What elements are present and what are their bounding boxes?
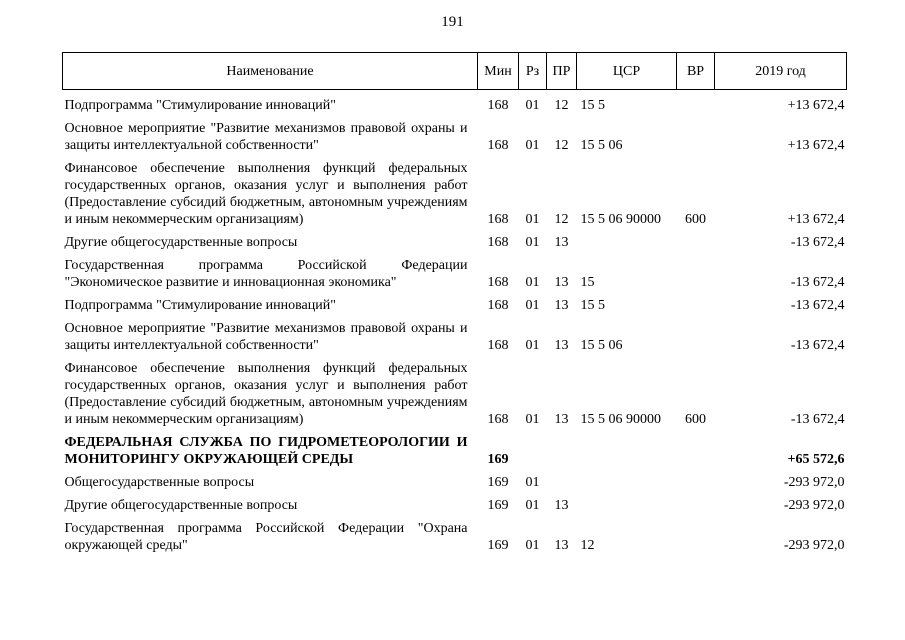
- table-body: [63, 90, 847, 558]
- budget-table: [62, 52, 847, 557]
- row-rz: 01: [525, 412, 540, 427]
- row-csr: 15 5 06: [580, 138, 623, 153]
- table-row: [63, 431, 847, 471]
- row-name: Другие общегосударственные вопросы: [64, 498, 298, 513]
- row-rz: 01: [525, 475, 540, 490]
- row-csr: 15 5 06 90000: [580, 212, 661, 227]
- row-rz: 01: [525, 298, 540, 313]
- row-vr: [677, 117, 715, 157]
- row-csr: 15 5: [580, 298, 605, 313]
- row-pr: 13: [554, 498, 569, 513]
- row-amount: -13 672,4: [790, 338, 845, 353]
- row-pr: 13: [554, 338, 569, 353]
- row-min: 168: [487, 212, 509, 227]
- row-min: 168: [487, 338, 509, 353]
- row-vr: [677, 431, 715, 471]
- row-pr: 13: [554, 235, 569, 250]
- row-rz: 01: [525, 235, 540, 250]
- row-csr: 15: [580, 275, 595, 290]
- row-name: ФЕДЕРАЛЬНАЯ СЛУЖБА ПО ГИДРОМЕТЕОРОЛОГИИ И МОНИТОРИНГУ ОКРУЖАЮЩЕЙ СРЕДЫ: [64, 435, 468, 467]
- row-name: Общегосударственные вопросы: [64, 475, 255, 490]
- header-vr: ВР: [677, 53, 715, 90]
- row-pr: 13: [554, 412, 569, 427]
- row-rz: 01: [525, 498, 540, 513]
- row-vr: 600: [685, 412, 706, 427]
- header-pr: ПР: [547, 53, 577, 90]
- row-amount: +65 572,6: [787, 452, 845, 467]
- table-header: [63, 53, 847, 90]
- row-vr: [677, 254, 715, 294]
- row-min: 168: [487, 412, 509, 427]
- row-pr: 13: [554, 298, 569, 313]
- row-rz: 01: [525, 538, 540, 553]
- table-row: [63, 317, 847, 357]
- row-csr: 15 5 06 90000: [580, 412, 661, 427]
- table-row: [63, 157, 847, 231]
- header-csr: ЦСР: [577, 53, 677, 90]
- row-amount: -13 672,4: [790, 412, 845, 427]
- row-pr: 12: [554, 138, 569, 153]
- row-csr: 12: [580, 538, 595, 553]
- row-name: Подпрограмма "Стимулирование инноваций": [64, 98, 336, 113]
- table-row: [63, 294, 847, 317]
- row-csr: [577, 471, 677, 494]
- row-rz: [519, 431, 547, 471]
- row-csr: [577, 231, 677, 254]
- row-pr: 13: [554, 275, 569, 290]
- table-row: [63, 494, 847, 517]
- row-pr: 13: [554, 538, 569, 553]
- row-vr: [677, 471, 715, 494]
- row-rz: 01: [525, 275, 540, 290]
- row-csr: [577, 431, 677, 471]
- row-name: Финансовое обеспечение выполнения функций федеральных государственных органов, оказания услуг и выполнения работ (Предоставление субсидий бюджетным, автономным учреждениям и иным некоммерческим организациям): [64, 361, 468, 427]
- row-pr: [547, 471, 577, 494]
- row-amount: -293 972,0: [783, 475, 845, 490]
- table-row: [63, 117, 847, 157]
- row-csr: 15 5 06: [580, 338, 623, 353]
- row-amount: -13 672,4: [790, 235, 845, 250]
- row-min: 168: [487, 275, 509, 290]
- row-amount: -13 672,4: [790, 298, 845, 313]
- header-min: Мин: [478, 53, 519, 90]
- row-amount: +13 672,4: [787, 98, 845, 113]
- row-amount: -293 972,0: [783, 498, 845, 513]
- row-rz: 01: [525, 138, 540, 153]
- row-name: Основное мероприятие "Развитие механизмов правовой охраны и защиты интеллектуальной собственности": [64, 121, 468, 153]
- row-vr: [677, 317, 715, 357]
- table-row: [63, 357, 847, 431]
- row-pr: 12: [554, 98, 569, 113]
- header-year: 2019 год: [715, 53, 847, 90]
- row-vr: [677, 90, 715, 118]
- row-min: 168: [487, 138, 509, 153]
- row-csr: 15 5: [580, 98, 605, 113]
- row-min: 169: [487, 452, 509, 467]
- row-csr: [577, 494, 677, 517]
- row-name: Основное мероприятие "Развитие механизмов правовой охраны и защиты интеллектуальной собственности": [64, 321, 468, 353]
- row-name: Государственная программа Российской Федерации "Охрана окружающей среды": [64, 521, 468, 553]
- row-vr: [677, 294, 715, 317]
- row-amount: -13 672,4: [790, 275, 845, 290]
- table-row: [63, 471, 847, 494]
- row-vr: [677, 494, 715, 517]
- header-rz: Рз: [519, 53, 547, 90]
- row-vr: [677, 517, 715, 557]
- table-row: [63, 517, 847, 557]
- page-number: 191: [441, 14, 464, 30]
- row-min: 169: [487, 475, 509, 490]
- row-min: 169: [487, 538, 509, 553]
- row-pr: [547, 431, 577, 471]
- row-min: 168: [487, 98, 509, 113]
- row-min: 168: [487, 298, 509, 313]
- header-name: Наименование: [63, 53, 478, 90]
- row-amount: -293 972,0: [783, 538, 845, 553]
- table-row: [63, 254, 847, 294]
- row-rz: 01: [525, 212, 540, 227]
- row-name: Подпрограмма "Стимулирование инноваций": [64, 298, 336, 313]
- row-amount: +13 672,4: [787, 212, 845, 227]
- row-vr: [677, 231, 715, 254]
- table-row: [63, 90, 847, 118]
- table-row: [63, 231, 847, 254]
- row-pr: 12: [554, 212, 569, 227]
- row-min: 169: [487, 498, 509, 513]
- row-rz: 01: [525, 338, 540, 353]
- row-amount: +13 672,4: [787, 138, 845, 153]
- row-name: Другие общегосударственные вопросы: [64, 235, 298, 250]
- row-rz: 01: [525, 98, 540, 113]
- row-min: 168: [487, 235, 509, 250]
- row-vr: 600: [685, 212, 706, 227]
- row-name: Государственная программа Российской Федерации "Экономическое развитие и инновационная экономика": [64, 258, 468, 290]
- row-name: Финансовое обеспечение выполнения функций федеральных государственных органов, оказания услуг и выполнения работ (Предоставление субсидий бюджетным, автономным учреждениям и иным некоммерческим организациям): [64, 161, 468, 227]
